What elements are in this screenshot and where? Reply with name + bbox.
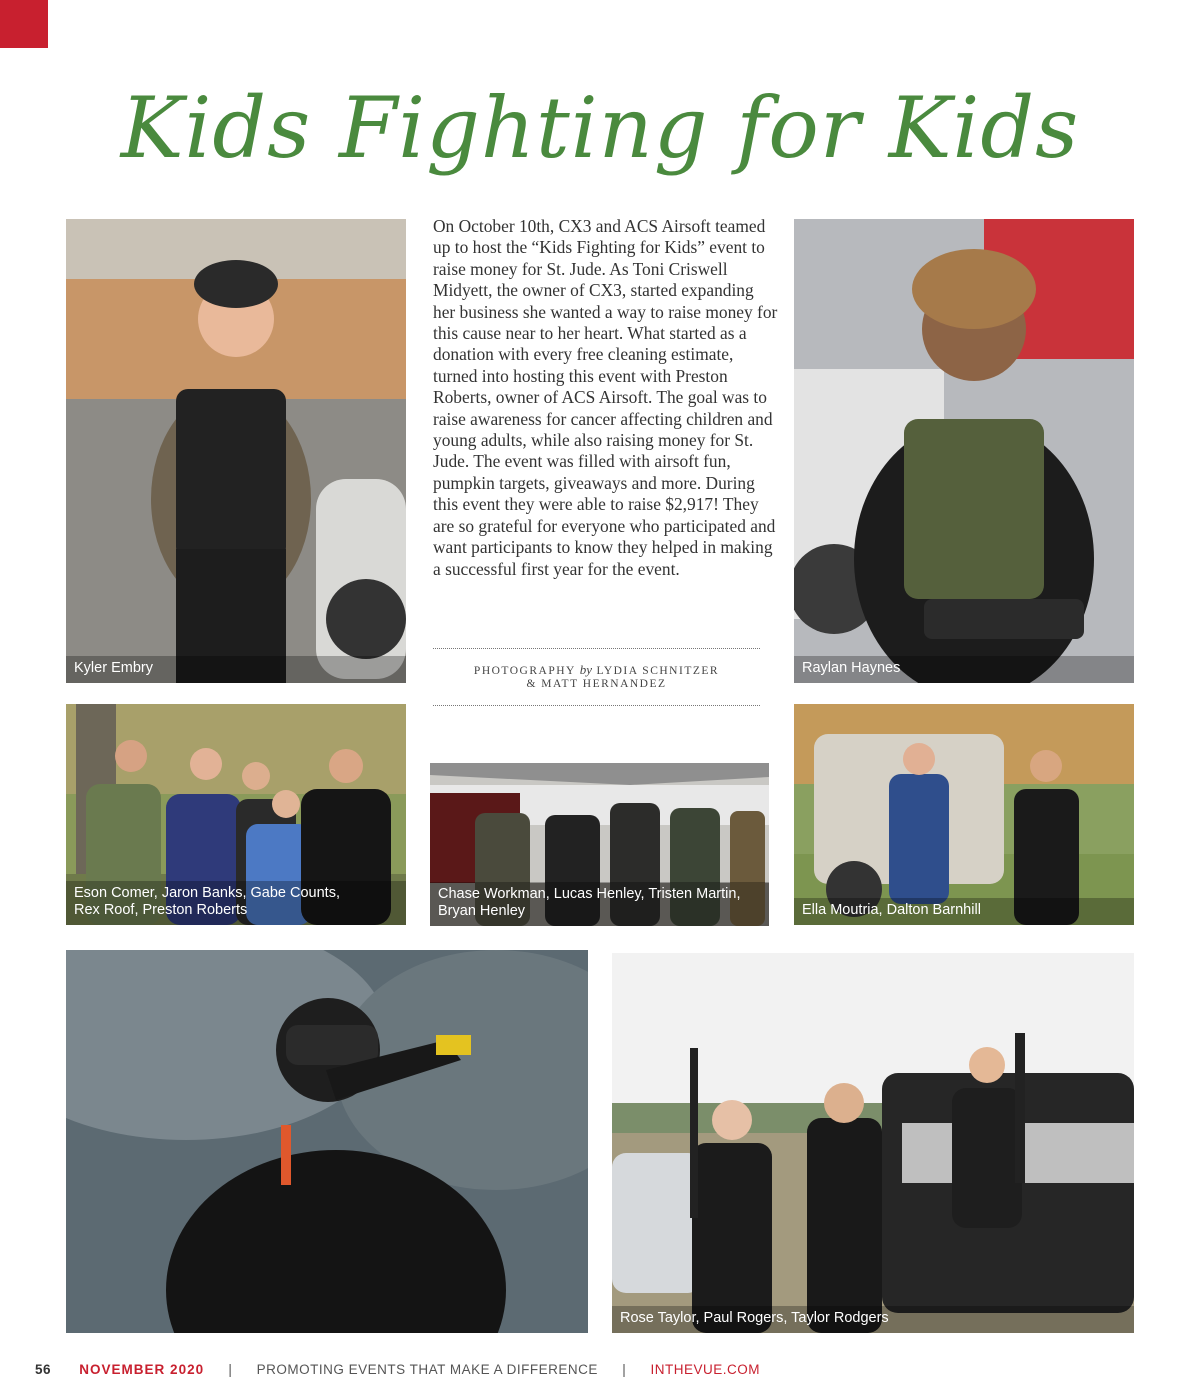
footer-separator-2: | [622,1361,627,1377]
caption-rose: Rose Taylor, Paul Rogers, Taylor Rodgers [612,1306,1134,1333]
corner-accent-tab [0,0,48,48]
photo-raylan-image [794,219,1134,683]
photography-credit [433,648,760,706]
photo-ella-image [794,704,1134,925]
caption-group2 [430,882,769,926]
photo-action-image [66,950,588,1333]
credit-name-2: & MATT HERNANDEZ [526,678,667,690]
photo-rose-image [612,953,1134,1333]
caption-ella: Ella Moutria, Dalton Barnhill [794,898,1134,925]
page-footer [35,1361,760,1381]
page-title: Kids Fighting for Kids [120,79,1080,177]
caption-group2-line2: Bryan Henley [438,903,526,919]
footer-separator-1: | [228,1361,233,1377]
footer-tagline: PROMOTING EVENTS THAT MAKE A DIFFERENCE [256,1361,598,1377]
credit-by: by [579,662,593,677]
caption-group1 [66,881,406,925]
credit-name-1: LYDIA SCHNITZER [596,665,720,677]
caption-kyler: Kyler Embry [66,656,406,683]
photo-action-shot [66,950,588,1333]
photo-kyler-image [66,219,406,683]
issue-date: NOVEMBER 2020 [79,1361,205,1377]
photo-kyler-embry [66,219,406,683]
caption-raylan: Raylan Haynes [794,656,1134,683]
credit-label: PHOTOGRAPHY [473,665,576,677]
caption-group2-line1: Chase Workman, Lucas Henley, Tristen Martin, [438,886,741,902]
caption-group1-line2: Rex Roof, Preston Roberts [74,902,248,918]
caption-group1-line1: Eson Comer, Jaron Banks, Gabe Counts, [74,885,340,901]
footer-website-link[interactable]: INTHEVUE.COM [650,1361,761,1377]
photo-group-eson-comer [66,704,406,925]
photo-raylan-haynes [794,219,1134,683]
photo-ella-moutria [794,704,1134,925]
photo-rose-taylor [612,953,1134,1333]
photo-group-chase-workman [430,763,769,926]
page-number: 56 [35,1361,52,1377]
article-body: On October 10th, CX3 and ACS Airsoft teamed up to host the “Kids Fighting for Kids” event to raise money for St. Jude. As Toni Criswell Midyett, the owner of CX3, started expanding her business she wanted a way to raise money for this cause near to her heart. What started as a donation with every free cleaning estimate, turned into hosting this event with Preston Roberts, owner of ACS Airsoft. The goal was to raise awareness for cancer affecting children and young adults, while also raising money for St. Jude. The event was filled with airsoft fun, pumpkin targets, giveaways and more. During this event they were able to raise $2,917! They are so grateful for everyone who participated and want participants to know they helped in making a successful first year for the event. [433,216,778,579]
